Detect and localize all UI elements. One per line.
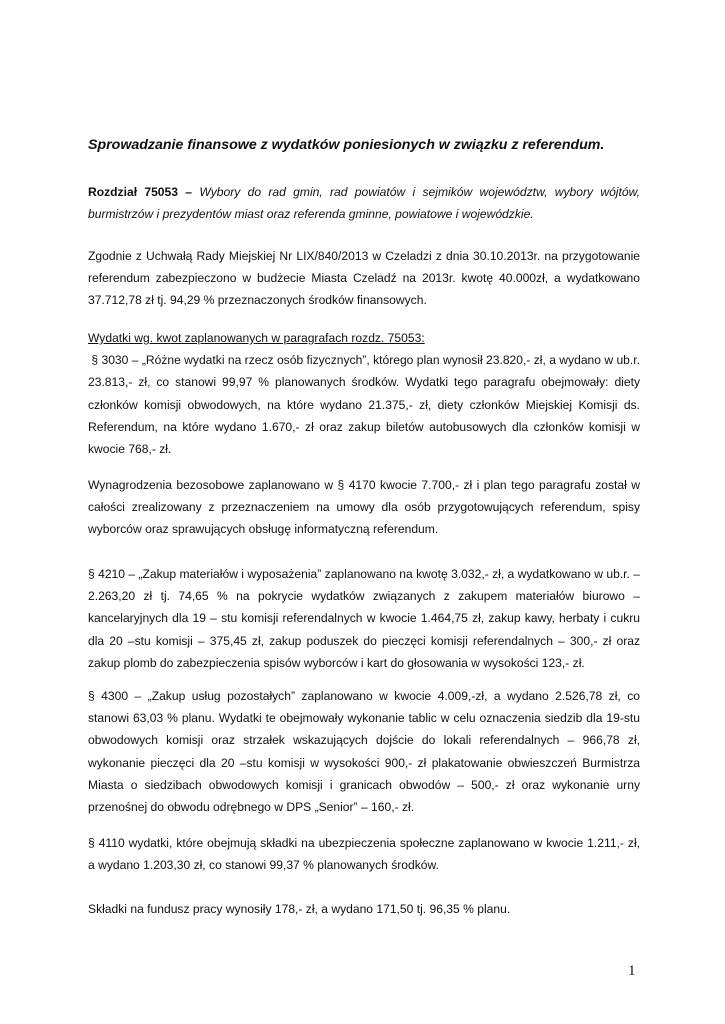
paragraph-4110-block	[88, 832, 640, 876]
paragraph-4170: Wynagrodzenia bezosobowe zaplanowano w § 4170 kwocie 7.700,- zł i plan tego paragrafu został w całości zrealizowany z przeznaczeniem na umowy dla osób przygotowujących referendum, spisy wyborców oraz sprawujących obsługę informatyczną referendum.	[88, 478, 640, 537]
intro-paragraph	[88, 245, 640, 312]
chapter-paragraph	[88, 181, 640, 225]
paragraph-3030: § 3030 – „Różne wydatki na rzecz osób fizycznych”, którego plan wynosił 23.820,- zł, a wydano w ub.r. 23.813,- zł, co stanowi 99,97 % planowanych środków. Wydatki tego paragrafu obejmowały: diety członków komisji obwodowych, na które wydano 21.375,- zł, diety członków Miejskiej Komisji ds. Referendum, na które wydano 1.670,- zł oraz zakup biletów autobusowych dla członków komisji w kwocie 768,- zł.	[88, 353, 644, 457]
chapter-label: Rozdział 75053 –	[88, 185, 193, 199]
expenses-section	[88, 327, 644, 460]
paragraph-4210-block	[88, 563, 640, 674]
paragraph-4300-block	[88, 685, 640, 818]
page-number: 1	[628, 963, 636, 979]
paragraph-4110: § 4110 wydatki, które obejmują składki na ubezpieczenia społeczne zaplanowano w kwocie 1.211,- zł, a wydano 1.203,30 zł, co stanowi 99,37 % planowanych środków.	[88, 836, 640, 873]
document-title: Sprowadzanie finansowe z wydatków poniesionych w związku z referendum.	[88, 137, 605, 153]
paragraph-4210: § 4210 – „Zakup materiałów i wyposażenia” zaplanowano na kwotę 3.032,- zł, a wydatkowano w ub.r. – 2.263,20 zł tj. 74,65 % na pokrycie wydatków związanych z zakupem materiałów biurowo – kancelaryjnych dla 19 – stu komisji referendalnych w kwocie 1.464,75 zł, zakup kawy, herbaty i cukru dla 20 –stu komisji – 375,45 zł, zakup poduszek do pieczęci komisji referendalnych – 300,- zł oraz zakup plomb do zabezpieczenia spisów wyborców i kart do głosowania w wysokości 123,- zł.	[88, 567, 640, 670]
labor-fund-text: Składki na fundusz pracy wynosiły 178,- zł, a wydano 171,50 tj. 96,35 % planu.	[88, 902, 511, 916]
paragraph-4170-block	[88, 474, 640, 541]
expenses-heading: Wydatki wg. kwot zaplanowanych w paragrafach rozdz. 75053:	[88, 331, 425, 345]
labor-fund-block	[88, 898, 640, 920]
intro-text: Zgodnie z Uchwałą Rady Miejskiej Nr LIX/840/2013 w Czeladzi z dnia 30.10.2013r. na przygotowanie referendum zabezpieczono w budżecie Miasta Czeladź na 2013r. kwotę 40.000zł, a wydatkowano 37.712,78 zł tj. 94,29 % przeznaczonych środków finansowych.	[88, 249, 640, 308]
paragraph-4300: § 4300 – „Zakup usług pozostałych” zaplanowano w kwocie 4.009,-zł, a wydano 2.526,78 zł, co stanowi 63,03 % planu. Wydatki te obejmowały wykonanie tablic w celu oznaczenia siedzib dla 19-stu obwodowych komisji oraz strzałek wskazujących dojście do lokali referendalnych – 966,78 zł, wykonanie pieczęci dla 20 –stu komisji w wysokości 900,- zł plakatowanie obwieszczeń Burmistrza Miasta o siedzibach obwodowych komisji i granicach obwodów – 500,- zł oraz wykonanie urny przenośnej do obwodu odrębnego w DPS „Senior” – 160,- zł.	[88, 689, 640, 815]
chapter-description: Wybory do rad gmin, rad powiatów i sejmików województw, wybory wójtów, burmistrzów i prezydentów miast oraz referenda gminne, powiatowe i wojewódzkie.	[88, 185, 640, 222]
